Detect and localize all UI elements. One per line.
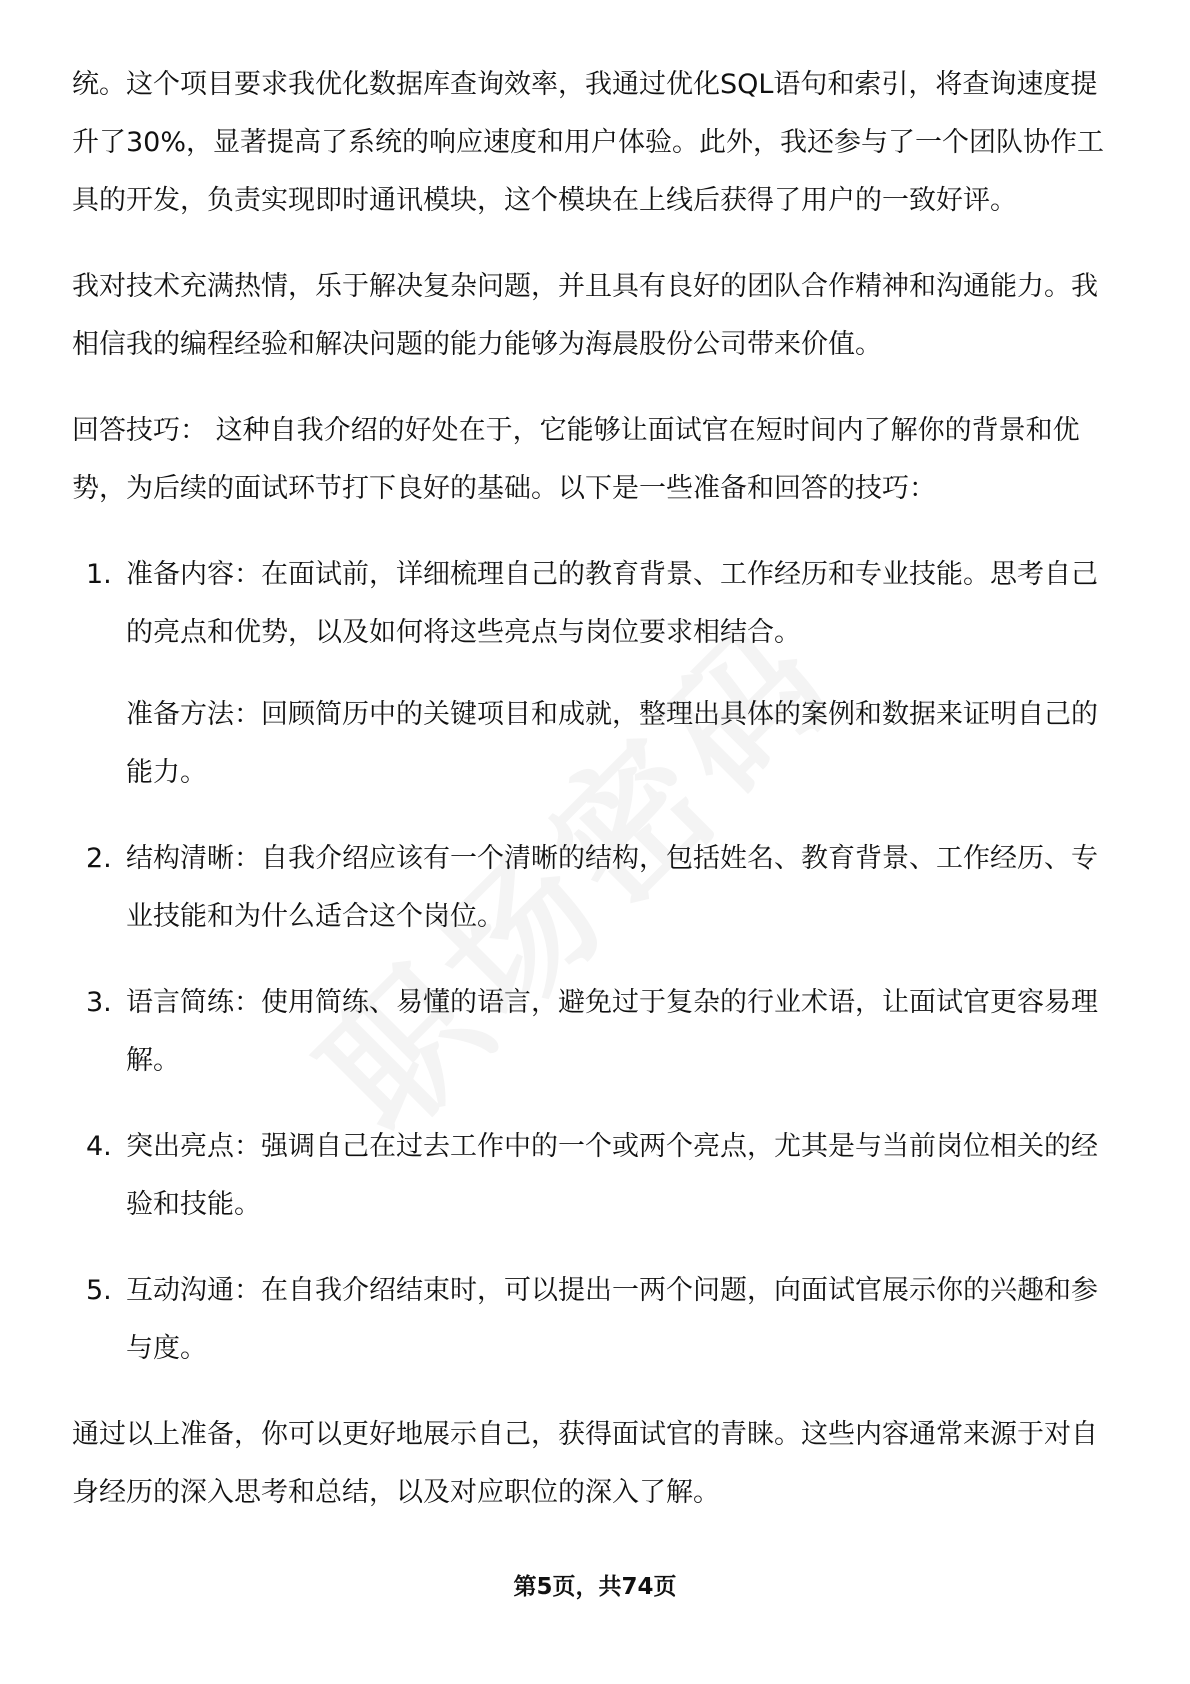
tip-item-2 [72,830,1122,946]
paragraph-passion: 我对技术充满热情，乐于解决复杂问题，并且具有良好的团队合作精神和沟通能力。我相信我的编程经验和解决问题的能力能够为海晨股份公司带来价值。 [72,271,1098,360]
tip-text: 结构清晰：自我介绍应该有一个清晰的结构，包括姓名、教育背景、工作经历、专业技能和为什么适合这个岗位。 [126,843,1098,932]
tip-number: 3. [86,987,112,1018]
paragraph-answer-tips-intro: 回答技巧： 这种自我介绍的好处在于，它能够让面试官在短时间内了解你的背景和优势，为后续的面试环节打下良好的基础。以下是一些准备和回答的技巧： [72,415,1080,504]
tip-text: 准备内容：在面试前，详细梳理自己的教育背景、工作经历和专业技能。思考自己的亮点和优势，以及如何将这些亮点与岗位要求相结合。 [126,559,1098,648]
tips-list [72,546,1122,1378]
tip-number: 5. [86,1275,112,1306]
tip-text: 语言简练：使用简练、易懂的语言，避免过于复杂的行业术语，让面试官更容易理解。 [126,987,1098,1076]
tip-text: 突出亮点：强调自己在过去工作中的一个或两个亮点，尤其是与当前岗位相关的经验和技能。 [126,1131,1098,1220]
page-number-footer: 第5页，共74页 [513,1574,677,1600]
tip-number: 4. [86,1131,112,1162]
tip-subtext: 准备方法：回顾简历中的关键项目和成就，整理出具体的案例和数据来证明自己的能力。 [126,699,1098,788]
tip-number: 1. [86,559,112,590]
tip-item-1 [72,546,1122,802]
tip-number: 2. [86,843,112,874]
tip-text: 互动沟通：在自我介绍结束时，可以提出一两个问题，向面试官展示你的兴趣和参与度。 [126,1275,1098,1364]
tip-item-3 [72,974,1122,1090]
paragraph-closing: 通过以上准备，你可以更好地展示自己，获得面试官的青睐。这些内容通常来源于对自身经历的深入思考和总结，以及对应职位的深入了解。 [72,1419,1098,1508]
document-body [72,56,1122,1550]
tip-item-5 [72,1262,1122,1378]
paragraph-project-experience: 统。这个项目要求我优化数据库查询效率，我通过优化SQL语句和索引，将查询速度提升了30%，显著提高了系统的响应速度和用户体验。此外，我还参与了一个团队协作工具的开发，负责实现即时通讯模块，这个模块在上线后获得了用户的一致好评。 [72,69,1105,216]
tip-item-4 [72,1118,1122,1234]
